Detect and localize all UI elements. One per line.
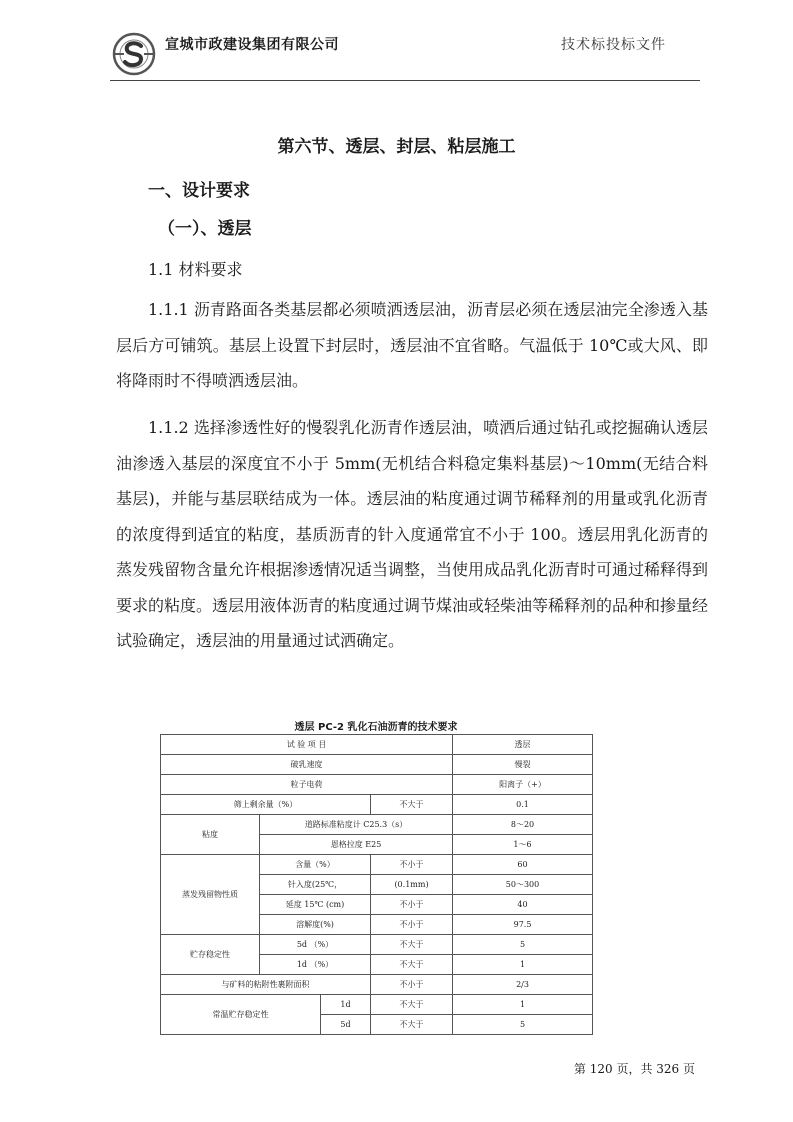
item-cell: 5d （%） [260,935,371,955]
emulsified-asphalt-spec-table [160,734,593,1035]
value-cell: 97.5 [453,915,593,935]
table-row [161,775,593,795]
table-caption: 透层 PC-2 乳化石油沥青的技术要求 [294,722,458,733]
page-header [110,28,710,80]
limit-cell: 不小于 [371,855,453,875]
item-cell: 与矿料的粘附性裹附面积 [161,975,371,995]
item-cell: 含量（%） [260,855,371,875]
limit-cell: 不大于 [371,955,453,975]
limit-cell: 不大于 [371,795,453,815]
paragraph-1-1-1: 1.1.1 沥青路面各类基层都必须喷洒透层油，沥青层必须在透层油完全渗透入基层后方可铺筑。基层上设置下封层时，透层油不宜省略。气温低于 10℃或大风、即将降雨时不得喷洒透层油。 [116,300,708,390]
limit-cell: (0.1mm) [371,875,453,895]
item-cell: 延度 15℃ (cm) [260,895,371,915]
value-cell: 40 [453,895,593,915]
table-row [161,935,593,955]
company-name: 宣城市政建设集团有限公司 [165,37,339,53]
section-title: 第六节、透层、封层、粘层施工 [277,137,516,157]
group-cell-storage: 贮存稳定性 [161,935,260,975]
table-row [161,995,593,1015]
item-cell: 粒子电荷 [161,775,453,795]
limit-cell: 不小于 [371,975,453,995]
item-cell: 溶解度(%) [260,915,371,935]
paragraph-1-1-2: 1.1.2 选择渗透性好的慢裂乳化沥青作透层油，喷洒后通过钻孔或挖掘确认透层油渗透入基层的深度宜不小于 5mm(无机结合料稳定集料基层)～10mm(无结合料基层)，并能与基层联结成为一体。透层油的粘度通过调节稀释剂的用量或乳化沥青的浓度得到适宜的粘度，基质沥青的针入度通常宜不小于 100。透层用乳化沥青的蒸发残留物含量允许根据渗透情况适当调整，当使用成品乳化沥青时可通过稀释得到要求的粘度。透层用液体沥青的粘度通过调节煤油或轻柴油等稀释剂的品种和掺量经试验确定，透层油的用量通过试洒确定。 [116,418,709,650]
header-value-cell: 透层 [453,735,593,755]
value-cell: 60 [453,855,593,875]
item-cell: 破乳速度 [161,755,453,775]
value-cell: 阳离子（+） [453,775,593,795]
heading-material-requirements: 1.1 材料要求 [148,260,243,279]
heading-prime-coat: （一）、透层 [158,219,252,239]
item-cell: 针入度(25℃， [260,875,371,895]
table-row [161,755,593,775]
value-cell: 5 [453,935,593,955]
document-type: 技术标投标文件 [561,37,666,53]
item-cell: 道路标准粘度计 C25.3（s） [260,815,453,835]
company-s-logo-icon [110,30,158,78]
value-cell: 2/3 [453,975,593,995]
item-cell: 恩格拉度 E25 [260,835,453,855]
day-cell: 1d [321,995,371,1015]
table-row [161,975,593,995]
table-row [161,855,593,875]
value-cell: 1～6 [453,835,593,855]
value-cell: 50～300 [453,875,593,895]
limit-cell: 不大于 [371,1015,453,1035]
page-number: 第 120 页，共 326 页 [573,1062,695,1076]
value-cell: 5 [453,1015,593,1035]
limit-cell: 不大于 [371,935,453,955]
heading-design-requirements: 一、设计要求 [148,181,250,201]
value-cell: 慢裂 [453,755,593,775]
value-cell: 1 [453,955,593,975]
day-cell: 5d [321,1015,371,1035]
group-cell-residue: 蒸发残留物性质 [161,855,260,935]
item-cell: 1d （%） [260,955,371,975]
table-header-row [161,735,593,755]
limit-cell: 不小于 [371,915,453,935]
header-item-cell: 试 验 项 目 [161,735,453,755]
value-cell: 8～20 [453,815,593,835]
table-row [161,815,593,835]
table-row [161,795,593,815]
limit-cell: 不大于 [371,995,453,1015]
group-cell-viscosity: 粘度 [161,815,260,855]
item-cell: 筛上剩余量（%） [161,795,371,815]
group-cell-room-storage: 常温贮存稳定性 [161,995,321,1035]
value-cell: 1 [453,995,593,1015]
header-divider [110,80,700,81]
limit-cell: 不小于 [371,895,453,915]
value-cell: 0.1 [453,795,593,815]
